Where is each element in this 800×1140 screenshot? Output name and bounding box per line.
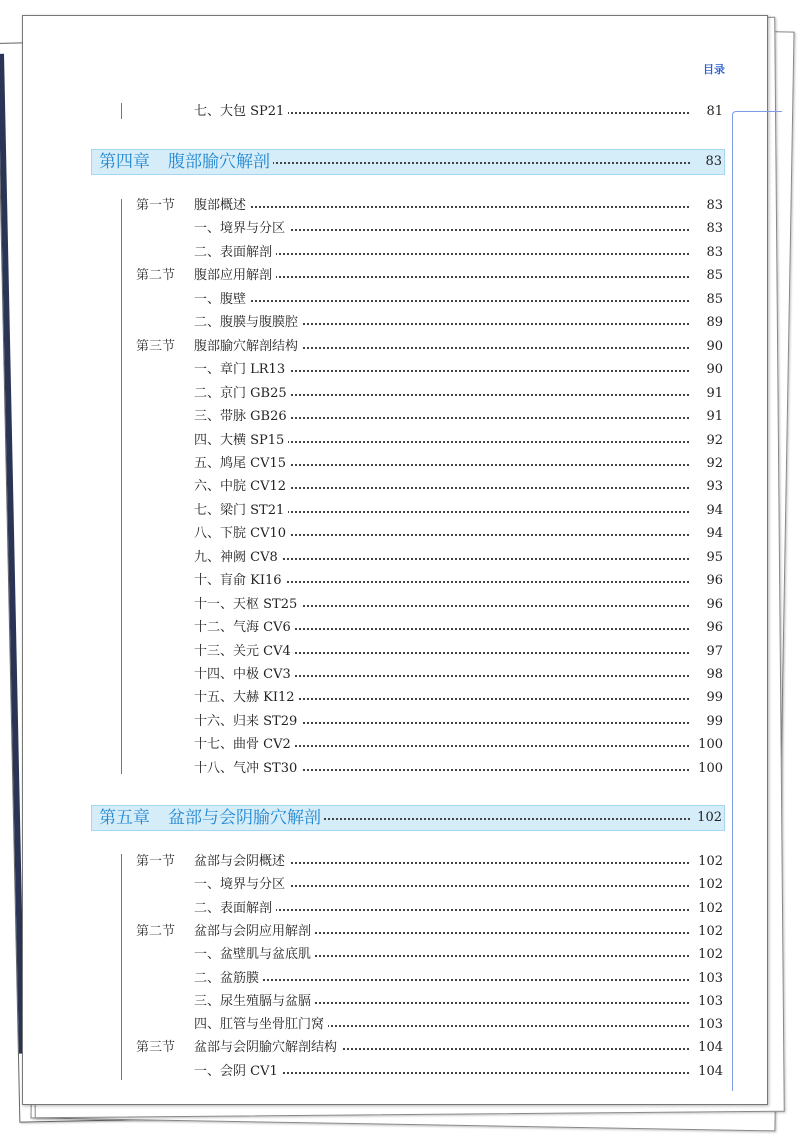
- dot-leader: [194, 968, 689, 981]
- entry-title: 腹部概述: [194, 195, 250, 217]
- entry-page: 97: [691, 641, 723, 663]
- toc-entry[interactable]: [23, 500, 723, 522]
- toc-section-entry[interactable]: [23, 851, 723, 873]
- section-label: 第三节: [136, 338, 176, 354]
- toc-entry[interactable]: [23, 218, 723, 240]
- margin-bracket: [732, 111, 782, 1091]
- entry-title: 十四、中极 CV3: [194, 664, 295, 686]
- entry-page: 104: [691, 1061, 723, 1083]
- toc-entry[interactable]: [23, 101, 723, 123]
- entry-page: 102: [691, 898, 723, 920]
- entry-title: 十六、归来 ST29: [194, 711, 301, 733]
- toc-entry[interactable]: [23, 383, 723, 405]
- entry-title: 八、下脘 CV10: [194, 523, 290, 545]
- toc-entry[interactable]: [23, 570, 723, 592]
- chapter-page: 83: [694, 150, 722, 174]
- entry-page: 102: [691, 921, 723, 943]
- toc-entry[interactable]: [23, 874, 723, 896]
- entry-title: 一、腹壁: [194, 289, 250, 311]
- toc-entry[interactable]: [23, 430, 723, 452]
- entry-page: 99: [691, 687, 723, 709]
- toc-entry[interactable]: [23, 242, 723, 264]
- entry-title: 一、章门 LR13: [194, 359, 289, 381]
- entry-page: 85: [691, 265, 723, 287]
- section-label: 第二节: [136, 923, 176, 939]
- toc-entry[interactable]: [23, 359, 723, 381]
- entry-title: 十、肓俞 KI16: [194, 570, 286, 592]
- entry-title: 十二、气海 CV6: [194, 617, 295, 639]
- entry-page: 92: [691, 430, 723, 452]
- entry-page: 90: [691, 359, 723, 381]
- entry-page: 100: [691, 734, 723, 756]
- toc-entry[interactable]: [23, 594, 723, 616]
- entry-page: 95: [691, 547, 723, 569]
- chapter-title: 腹部腧穴解剖: [168, 152, 270, 172]
- entry-title: 一、盆壁肌与盆底肌: [194, 944, 315, 966]
- entry-title: 四、大横 SP15: [194, 430, 288, 452]
- toc-entry[interactable]: [23, 453, 723, 475]
- entry-page: 99: [691, 711, 723, 733]
- chapter-number: 第五章: [99, 808, 150, 828]
- entry-title: 盆部与会阴应用解剖: [194, 921, 315, 943]
- entry-title: 三、带脉 GB26: [194, 406, 291, 428]
- entry-page: 94: [691, 523, 723, 545]
- entry-page: 93: [691, 476, 723, 498]
- entry-page: 100: [691, 758, 723, 780]
- entry-page: 102: [691, 851, 723, 873]
- toc-section-entry[interactable]: [23, 1037, 723, 1059]
- section-label: 第一节: [136, 854, 176, 869]
- entry-title: 一、境界与分区: [194, 218, 289, 240]
- section-label: 第二节: [136, 268, 176, 284]
- entry-page: 96: [691, 594, 723, 616]
- entry-page: 96: [691, 570, 723, 592]
- toc-entry[interactable]: [23, 617, 723, 639]
- toc-entry[interactable]: [23, 312, 723, 334]
- toc-entry[interactable]: [23, 968, 723, 990]
- entry-title: 二、盆筋膜: [194, 968, 263, 990]
- entry-page: 104: [691, 1037, 723, 1059]
- toc-entry[interactable]: [23, 476, 723, 498]
- toc-entry[interactable]: [23, 898, 723, 920]
- entry-title: 七、梁门 ST21: [194, 500, 288, 522]
- chapter-number: 第四章: [99, 152, 150, 172]
- entry-title: 一、境界与分区: [194, 874, 289, 896]
- entry-page: 90: [691, 336, 723, 358]
- entry-title: 四、肛管与坐骨肛门窝: [194, 1014, 328, 1036]
- entry-title: 九、神阙 CV8: [194, 547, 282, 569]
- toc-section-entry[interactable]: [23, 336, 723, 358]
- entry-title: 二、京门 GB25: [194, 383, 291, 405]
- toc-entry[interactable]: [23, 758, 723, 780]
- entry-page: 89: [691, 312, 723, 334]
- entry-page: 85: [691, 289, 723, 311]
- chapter-page: 102: [694, 806, 722, 830]
- toc-entry[interactable]: [23, 991, 723, 1013]
- entry-page: 103: [691, 1014, 723, 1036]
- entry-title: 一、会阴 CV1: [194, 1061, 282, 1083]
- entry-page: 94: [691, 500, 723, 522]
- entry-page: 96: [691, 617, 723, 639]
- entry-title: 十五、大赫 KI12: [194, 687, 299, 709]
- toc-entry[interactable]: [23, 1061, 723, 1083]
- section-label: 第三节: [136, 1040, 176, 1056]
- entry-title: 十七、曲骨 CV2: [194, 734, 295, 756]
- entry-page: 83: [691, 195, 723, 217]
- entry-page: 91: [691, 406, 723, 428]
- entry-title: 三、尿生殖膈与盆膈: [194, 991, 315, 1013]
- toc-entry[interactable]: [23, 1014, 723, 1036]
- toc-entry[interactable]: [23, 289, 723, 311]
- entry-title: 腹部腧穴解剖结构: [194, 336, 302, 358]
- entry-page: 102: [691, 874, 723, 896]
- entry-title: 十三、关元 CV4: [194, 641, 295, 663]
- entry-page: 91: [691, 383, 723, 405]
- chapter-title: 盆部与会阴腧穴解剖: [168, 808, 321, 828]
- entry-page: 83: [691, 242, 723, 264]
- entry-title: 盆部与会阴概述: [194, 851, 289, 873]
- toc-entry[interactable]: [23, 711, 723, 733]
- entry-title: 二、表面解剖: [194, 242, 276, 264]
- entry-page: 103: [691, 991, 723, 1013]
- entry-page: 98: [691, 664, 723, 686]
- toc-entry[interactable]: [23, 547, 723, 569]
- toc-section-entry[interactable]: [23, 265, 723, 287]
- toc-entry[interactable]: [23, 523, 723, 545]
- toc-entry[interactable]: [23, 734, 723, 756]
- chapter-heading[interactable]: [91, 805, 725, 831]
- entry-title: 二、腹膜与腹膜腔: [194, 312, 302, 334]
- entry-title: 七、大包 SP21: [194, 101, 288, 123]
- entry-title: 六、中脘 CV12: [194, 476, 290, 498]
- entry-title: 十八、气冲 ST30: [194, 758, 301, 780]
- entry-page: 103: [691, 968, 723, 990]
- chapter-heading[interactable]: [91, 149, 725, 175]
- chapter-title-group: [99, 806, 324, 830]
- chapter-title-group: [99, 150, 273, 174]
- section-label: 第一节: [136, 198, 176, 213]
- toc-page: [22, 15, 768, 1105]
- entry-page: 83: [691, 218, 723, 240]
- toc-entry[interactable]: [23, 641, 723, 663]
- entry-title: 腹部应用解剖: [194, 265, 276, 287]
- entry-page: 81: [691, 101, 723, 123]
- entry-page: 102: [691, 944, 723, 966]
- dot-leader: [194, 195, 689, 208]
- toc-entry[interactable]: [23, 687, 723, 709]
- toc-entry[interactable]: [23, 944, 723, 966]
- entry-title: 十一、天枢 ST25: [194, 594, 301, 616]
- entry-title: 盆部与会阴腧穴解剖结构: [194, 1037, 341, 1059]
- dot-leader: [194, 289, 689, 302]
- entry-page: 92: [691, 453, 723, 475]
- toc-entry[interactable]: [23, 406, 723, 428]
- running-header: 目录: [703, 63, 725, 76]
- toc-entry[interactable]: [23, 664, 723, 686]
- entry-title: 二、表面解剖: [194, 898, 276, 920]
- entry-title: 五、鸠尾 CV15: [194, 453, 290, 475]
- toc-section-entry[interactable]: [23, 921, 723, 943]
- toc-section-entry[interactable]: [23, 195, 723, 217]
